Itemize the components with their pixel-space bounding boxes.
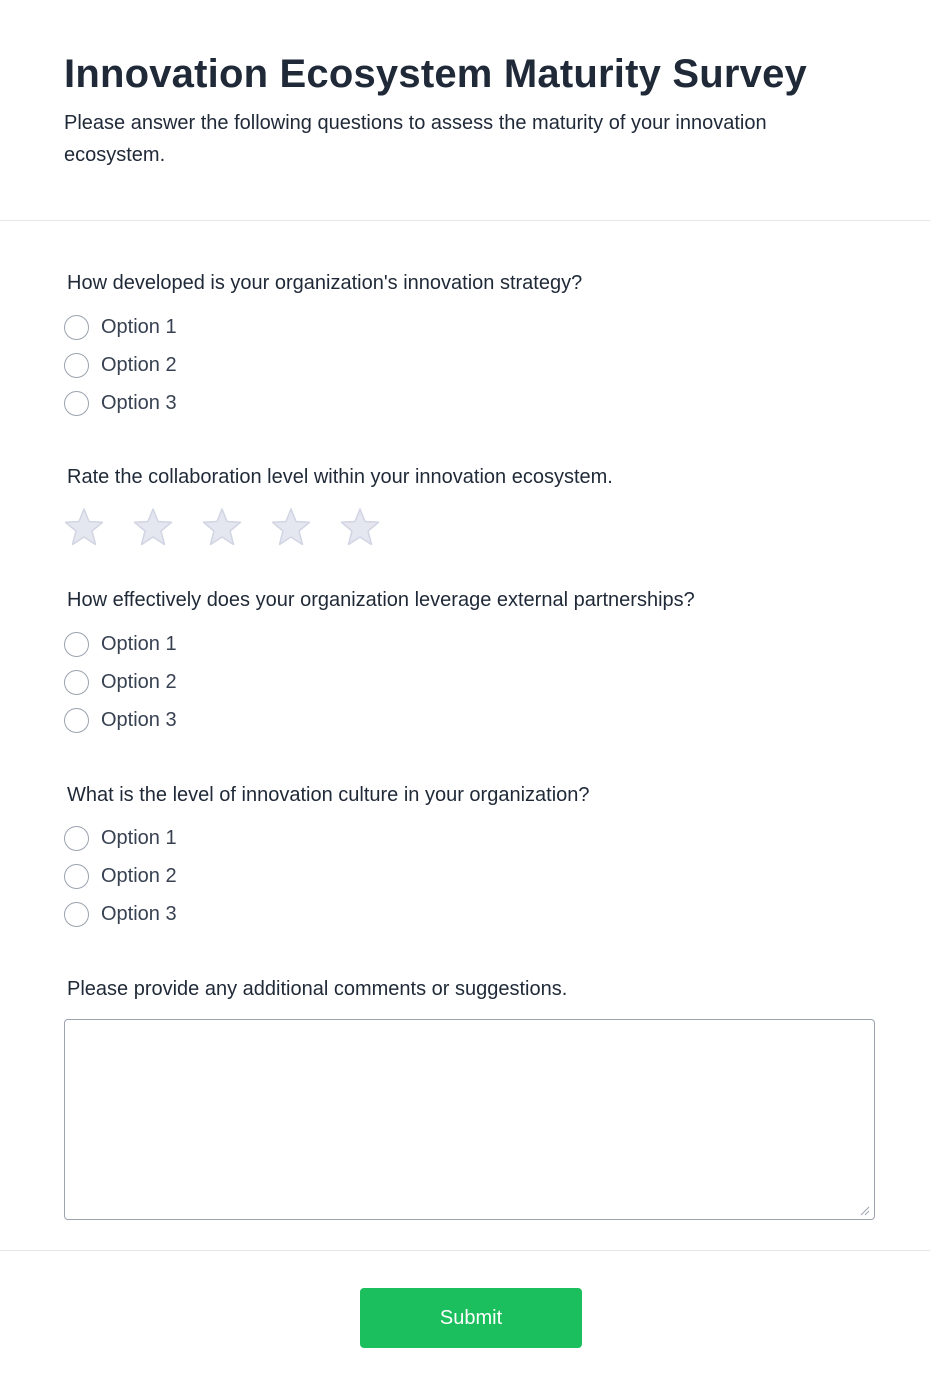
radio-button[interactable] <box>64 632 89 657</box>
option-label: Option 1 <box>101 315 177 338</box>
survey-header <box>0 0 930 221</box>
comments-textarea[interactable] <box>64 1019 875 1220</box>
question-3-label: How effectively does your organization leverage external partnerships? <box>67 589 695 611</box>
option-label: Option 1 <box>101 826 177 849</box>
star-icon[interactable] <box>340 507 380 547</box>
q3-option-2[interactable] <box>64 669 177 695</box>
radio-button[interactable] <box>64 826 89 851</box>
option-label: Option 2 <box>101 864 177 887</box>
radio-button[interactable] <box>64 391 89 416</box>
question-1-label: How developed is your organization's innovation strategy? <box>67 272 583 294</box>
q4-option-1[interactable] <box>64 825 177 851</box>
question-4-label: What is the level of innovation culture in your organization? <box>67 784 590 806</box>
option-label: Option 3 <box>101 708 177 731</box>
radio-button[interactable] <box>64 864 89 889</box>
q1-option-1[interactable] <box>64 314 177 340</box>
option-label: Option 2 <box>101 670 177 693</box>
option-label: Option 3 <box>101 902 177 925</box>
star-icon[interactable] <box>133 507 173 547</box>
q1-option-3[interactable] <box>64 390 177 416</box>
q3-option-3[interactable] <box>64 707 177 733</box>
option-label: Option 2 <box>101 353 177 376</box>
question-5-label: Please provide any additional comments or suggestions. <box>67 978 568 1000</box>
radio-button[interactable] <box>64 353 89 378</box>
option-label: Option 3 <box>101 391 177 414</box>
radio-button[interactable] <box>64 315 89 340</box>
question-2-label: Rate the collaboration level within your innovation ecosystem. <box>67 466 613 488</box>
star-icon[interactable] <box>64 507 104 547</box>
radio-button[interactable] <box>64 708 89 733</box>
q3-option-1[interactable] <box>64 631 177 657</box>
page-title: Innovation Ecosystem Maturity Survey <box>64 52 807 96</box>
radio-button[interactable] <box>64 902 89 927</box>
submit-button[interactable]: Submit <box>360 1288 582 1348</box>
star-icon[interactable] <box>202 507 242 547</box>
footer-divider <box>0 1250 930 1251</box>
star-icon[interactable] <box>271 507 311 547</box>
radio-button[interactable] <box>64 670 89 695</box>
q4-option-3[interactable] <box>64 901 177 927</box>
q4-option-2[interactable] <box>64 863 177 889</box>
q1-option-2[interactable] <box>64 352 177 378</box>
page-subtitle: Please answer the following questions to assess the maturity of your innovation ecosystem. <box>64 112 767 166</box>
option-label: Option 1 <box>101 632 177 655</box>
